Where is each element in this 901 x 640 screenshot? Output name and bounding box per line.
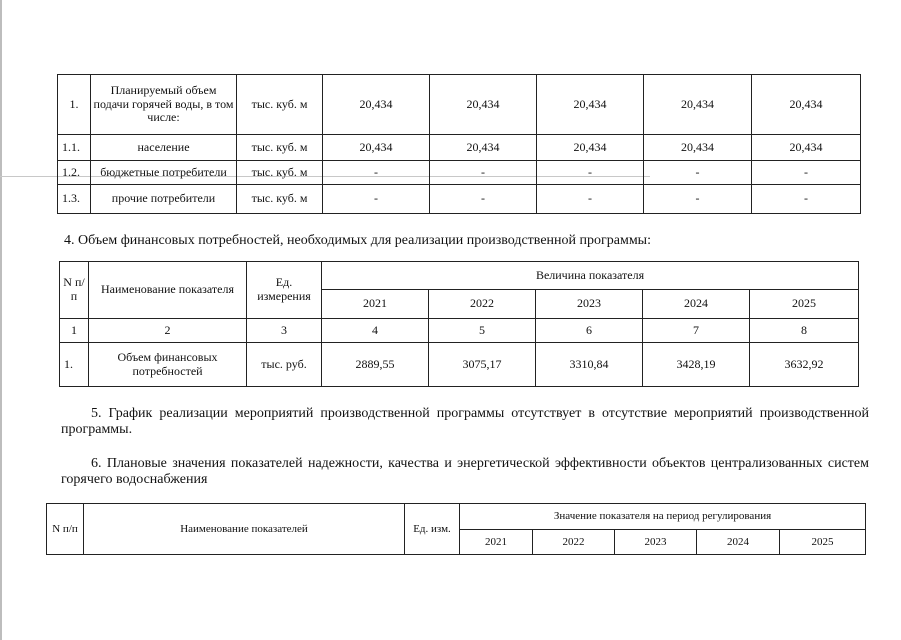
row-number: 1.1. xyxy=(58,135,91,161)
value-cell: 20,434 xyxy=(644,135,752,161)
header-year: 2023 xyxy=(615,530,697,555)
section-6-paragraph xyxy=(61,456,869,488)
table-row xyxy=(58,161,861,185)
section-6-text: 6. Плановые значения показателей надежности, качества и энергетической эффективности объектов централизованных систем горячего водоснабжения xyxy=(61,456,869,487)
indicator-name: прочие потребители xyxy=(91,185,237,214)
value-cell: 3632,92 xyxy=(750,343,859,387)
section-5-paragraph xyxy=(61,406,869,438)
value-cell: 3428,19 xyxy=(643,343,750,387)
value-cell: - xyxy=(323,185,430,214)
section-4-heading: 4. Объем финансовых потребностей, необходимых для реализации производственной программы: xyxy=(64,233,651,248)
indicator-name: бюджетные потребители xyxy=(91,161,237,185)
table-row xyxy=(58,185,861,214)
header-number: N п/ п xyxy=(60,262,89,319)
header-value-group: Величина показателя xyxy=(322,262,859,290)
value-cell: - xyxy=(430,161,537,185)
unit-cell: тыс. куб. м xyxy=(237,161,323,185)
unit-cell: тыс. куб. м xyxy=(237,135,323,161)
header-year: 2021 xyxy=(460,530,533,555)
header-year: 2025 xyxy=(780,530,866,555)
header-unit: Ед. измерения xyxy=(247,262,322,319)
indicator-name: население xyxy=(91,135,237,161)
column-index: 2 xyxy=(89,319,247,343)
header-year: 2023 xyxy=(536,290,643,319)
section-5-text: 5. График реализации мероприятий производственной программы отсутствует в отсутствие мероприятий производственной программы. xyxy=(61,406,869,437)
header-year: 2021 xyxy=(322,290,429,319)
value-cell: 2889,55 xyxy=(322,343,429,387)
column-index: 8 xyxy=(750,319,859,343)
value-cell: 20,434 xyxy=(430,75,537,135)
page-edge xyxy=(0,0,2,640)
reliability-indicators-table xyxy=(46,503,866,555)
table-row xyxy=(58,135,861,161)
value-cell: - xyxy=(752,185,861,214)
unit-cell: тыс. руб. xyxy=(247,343,322,387)
header-number: N п/п xyxy=(47,504,84,555)
header-year: 2022 xyxy=(533,530,615,555)
table-header-row xyxy=(60,262,859,290)
value-cell: 20,434 xyxy=(752,75,861,135)
value-cell: - xyxy=(644,161,752,185)
value-cell: - xyxy=(537,185,644,214)
value-cell: 20,434 xyxy=(323,75,430,135)
unit-cell: тыс. куб. м xyxy=(237,75,323,135)
value-cell: 20,434 xyxy=(752,135,861,161)
value-cell: - xyxy=(537,161,644,185)
value-cell: - xyxy=(323,161,430,185)
value-cell: 20,434 xyxy=(430,135,537,161)
value-cell: 20,434 xyxy=(537,135,644,161)
value-cell: 3075,17 xyxy=(429,343,536,387)
value-cell: - xyxy=(644,185,752,214)
water-volume-table xyxy=(57,74,861,214)
value-cell: 20,434 xyxy=(323,135,430,161)
header-value-group: Значение показателя на период регулирования xyxy=(460,504,866,530)
value-cell: - xyxy=(752,161,861,185)
column-index: 4 xyxy=(322,319,429,343)
header-unit: Ед. изм. xyxy=(405,504,460,555)
value-cell: 20,434 xyxy=(537,75,644,135)
header-year: 2025 xyxy=(750,290,859,319)
column-index-row xyxy=(60,319,859,343)
indicator-name: Планируемый объем подачи горячей воды, в том числе: xyxy=(91,75,237,135)
header-year: 2024 xyxy=(697,530,780,555)
table-row xyxy=(58,75,861,135)
indicator-name: Объем финансовых потребностей xyxy=(89,343,247,387)
value-cell: - xyxy=(430,185,537,214)
column-index: 5 xyxy=(429,319,536,343)
column-index: 1 xyxy=(60,319,89,343)
header-year: 2022 xyxy=(429,290,536,319)
header-indicator: Наименование показателей xyxy=(84,504,405,555)
row-number: 1. xyxy=(60,343,89,387)
header-year: 2024 xyxy=(643,290,750,319)
financial-needs-table xyxy=(59,261,859,387)
row-number: 1.3. xyxy=(58,185,91,214)
table-header-row xyxy=(47,504,866,530)
row-number: 1.2. xyxy=(58,161,91,185)
column-index: 7 xyxy=(643,319,750,343)
unit-cell: тыс. куб. м xyxy=(237,185,323,214)
column-index: 3 xyxy=(247,319,322,343)
header-indicator: Наименование показателя xyxy=(89,262,247,319)
table-row xyxy=(60,343,859,387)
row-number: 1. xyxy=(58,75,91,135)
value-cell: 20,434 xyxy=(644,75,752,135)
value-cell: 3310,84 xyxy=(536,343,643,387)
column-index: 6 xyxy=(536,319,643,343)
